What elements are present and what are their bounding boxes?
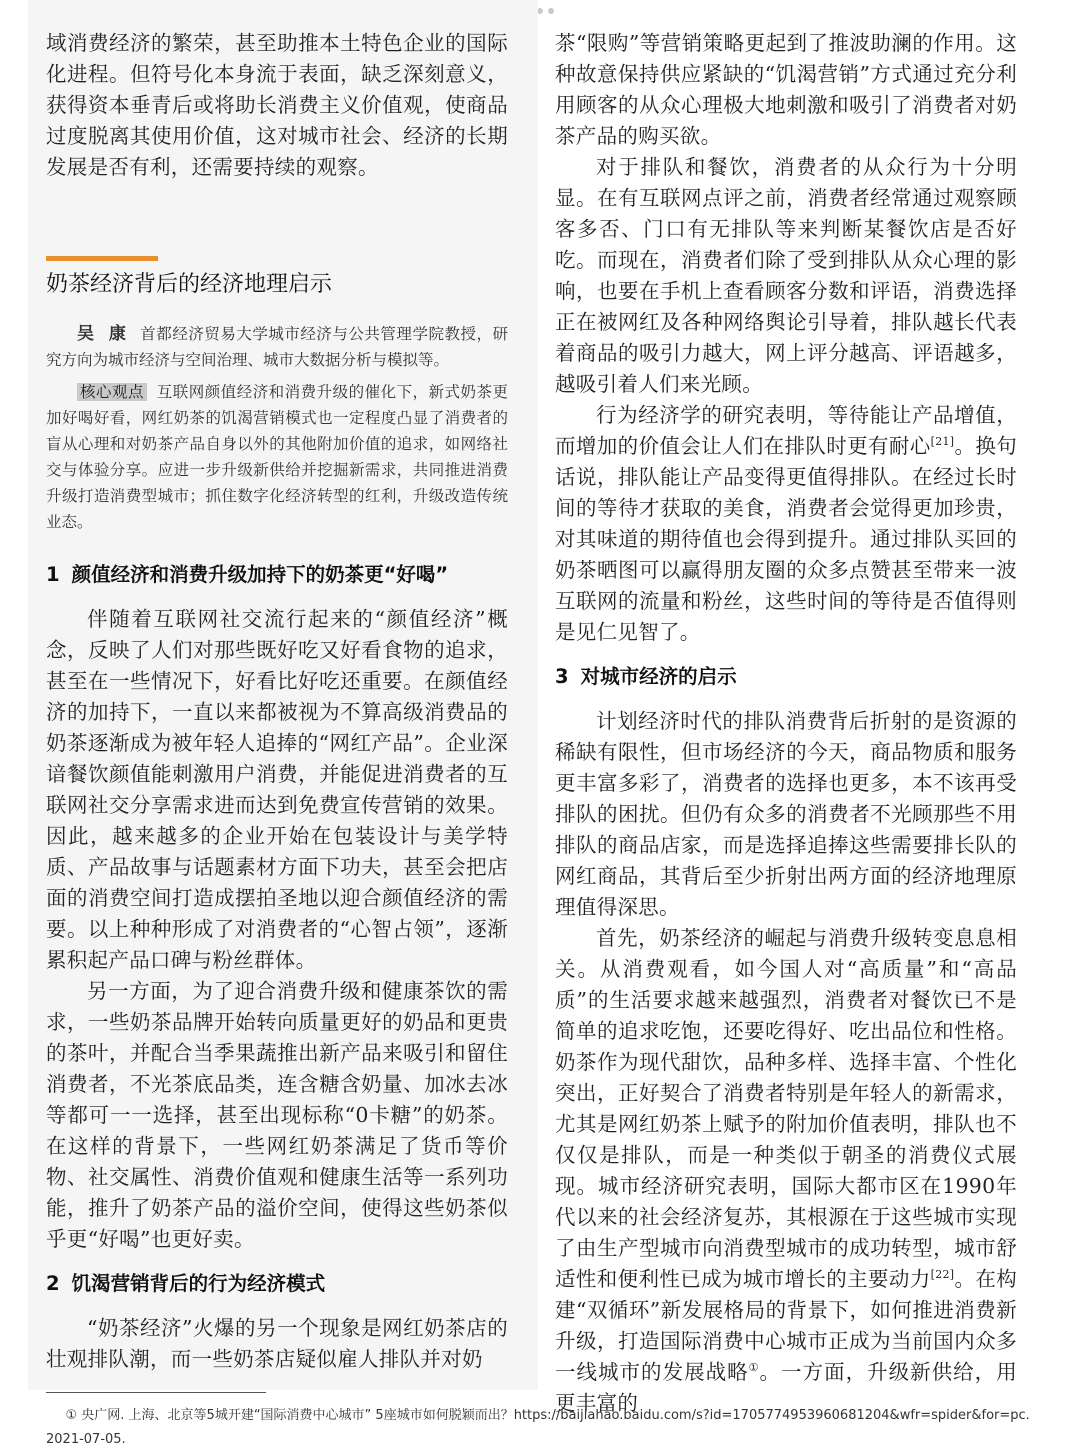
section-3-heading	[555, 662, 1017, 692]
title-accent-bar	[46, 256, 158, 261]
section-3-paragraph-1: 计划经济时代的排队消费背后折射的是资源的稀缺有限性，但市场经济的今天，商品物质和服务更丰富多彩了，消费者的选择也更多，本不该再受排队的困扰。但仍有众多的消费者不光顾那些不用排队的商品店家，而是选择追捧这些需要排长队的网红商品，其背后至少折射出两方面的经济地理原理值得深思。	[555, 709, 1017, 919]
intro-paragraph: 域消费经济的繁荣，甚至助推本土特色企业的国际化进程。但符号化本身流于表面，缺乏深刻意义，获得资本垂青后或将助长消费主义价值观，使商品过度脱离其使用价值，这对城市社会、经济的长期发展是否有利，还需要持续的观察。	[46, 31, 508, 179]
continued-paragraph: 茶“限购”等营销策略更起到了推波助澜的作用。这种故意保持供应紧缺的“饥渴营销”方式通过充分利用顾客的从众心理极大地刺激和吸引了消费者对奶茶产品的购买欲。	[555, 31, 1017, 148]
footnote: ① 央广网. 上海、北京等5城开建“国际消费中心城市” 5座城市如何脱颖而出？https://baijiahao.baidu.com/s?id=1705774953960681204&wfr=spider&for=pc. 2021-07-05.	[46, 1408, 1030, 1447]
behavioral-text-b: 。换句话说，排队能让产品变得更值得排队。在经过长时间的等待才获取的美食，消费者会觉得更加珍贵，对其味道的期待值也会得到提升。通过排队买回的奶茶晒图可以赢得朋友圈的众多点赞甚至带来一波互联网的流量和粉丝，这些时间的等待是否值得则是见仁见智了。	[555, 434, 1017, 644]
footnote-divider	[46, 1392, 266, 1393]
footnote-marker[interactable]: ①	[748, 1361, 760, 1375]
section-2-title: 饥渴营销背后的行为经济模式	[71, 1272, 326, 1295]
section-1-number: 1	[46, 563, 60, 586]
section-1-heading	[46, 560, 508, 590]
section-2-number: 2	[46, 1272, 60, 1295]
section-1-paragraph-1: 伴随着互联网社交流行起来的“颜值经济”概念，反映了人们对那些既好吃又好看食物的追求，甚至在一些情况下，好看比好吃还重要。在颜值经济的加持下，一直以来都被视为不算高级消费品的奶茶逐渐成为被年轻人追捧的“网红产品”。企业深谙餐饮颜值能刺激用户消费，并能促进消费者的互联网社交分享需求进而达到免费宣传营销的效果。因此，越来越多的企业开始在包装设计与美学特质、产品故事与话题素材方面下功夫，甚至会把店面的消费空间打造成摆拍圣地以迎合颜值经济的需要。以上种种形成了对消费者的“心智占领”，逐渐累积起产品口碑与粉丝群体。	[46, 607, 508, 972]
core-view-block	[46, 379, 508, 535]
behavioral-paragraph	[555, 400, 1017, 648]
author-block	[46, 321, 508, 373]
section-3-text-b: 。在构建“双循环”新发展格局的背景下，如何推进消费新升级，打造国际消费中心城市正成为当前国内众多一线城市的发展战略	[555, 1267, 1017, 1384]
section-2-paragraph-1: “奶茶经济”火爆的另一个现象是网红奶茶店的壮观排队潮，而一些奶茶店疑似雇人排队并对奶	[46, 1316, 508, 1371]
section-3-text-c: 。一方面，升级新供给，用更丰富的	[555, 1360, 1017, 1415]
author-bio: 首都经济贸易大学城市经济与公共管理学院教授，研究方向为城市经济与空间治理、城市大数据分析与模拟等。	[46, 325, 508, 369]
behavioral-text-a: 行为经济学的研究表明，等待能让产品增值，而增加的价值会让人们在排队时更有耐心	[555, 403, 1017, 458]
section-1-paragraph-2: 另一方面，为了迎合消费升级和健康茶饮的需求，一些奶茶品牌开始转向质量更好的奶品和更贵的茶叶，并配合当季果蔬推出新产品来吸引和留住消费者，不光茶底品类，连含糖含奶量、加冰去冰等都可一一选择，甚至出现标称“0卡糖”的奶茶。在这样的背景下，一些网红奶茶满足了货币等价物、社交属性、消费价值观和健康生活等一系列功能，推升了奶茶产品的溢价空间，使得这些奶茶似乎更“好喝”也更好卖。	[46, 979, 508, 1251]
section-1-title: 颜值经济和消费升级加持下的奶茶更“好喝”	[71, 563, 449, 586]
core-view-tag: 核心观点	[77, 383, 147, 401]
section-3-number: 3	[555, 665, 569, 688]
left-column	[46, 26, 508, 1375]
author-name: 吴 康	[77, 324, 131, 344]
article-title: 奶茶经济背后的经济地理启示	[46, 272, 333, 297]
section-3-paragraph-2	[555, 923, 1017, 1419]
section-2-heading	[46, 1269, 508, 1299]
right-column	[555, 26, 1017, 1419]
section-3-text-a: 首先，奶茶经济的崛起与消费升级转变息息相关。从消费观看，如今国人对“高质量”和“高品质”的生活要求越来越强烈，消费者对餐饮已不是简单的追求吃饱，还要吃得好、吃出品位和性格。奶茶作为现代甜饮，品种多样、选择丰富、个性化突出，正好契合了消费者特别是年轻人的新需求，尤其是网红奶茶上赋予的附加价值表明，排队也不仅仅是排队，而是一种类似于朝圣的消费仪式展现。城市经济研究表明，国际大都市区在1990年代以来的社会经济复苏，其根源在于这些城市实现了由生产型城市向消费型城市的成功转型，城市舒适性和便利性已成为城市增长的主要动力	[555, 926, 1017, 1291]
queue-paragraph: 对于排队和餐饮，消费者的从众行为十分明显。在有互联网点评之前，消费者经常通过观察顾客多否、门口有无排队等来判断某餐饮店是否好吃。而现在，消费者们除了受到排队从众心理的影响，也要在手机上查看顾客分数和评语，消费选择正在被网红及各种网络舆论引导着，排队越长代表着商品的吸引力越大，网上评分越高、评语越多，越吸引着人们来光顾。	[555, 155, 1017, 396]
citation-21[interactable]: [21]	[930, 435, 955, 449]
section-3-title: 对城市经济的启示	[580, 665, 737, 688]
citation-22[interactable]: [22]	[930, 1268, 955, 1282]
core-view-text: 互联网颜值经济和消费升级的催化下，新式奶茶更加好喝好看，网红奶茶的饥渴营销模式也一定程度凸显了消费者的盲从心理和对奶茶产品自身以外的其他附加价值的追求，如网络社交与体验分享。应进一步升级新供给并挖掘新需求，共同推进消费升级打造消费型城市；抓住数字化经济转型的红利，升级改造传统业态。	[46, 383, 508, 531]
